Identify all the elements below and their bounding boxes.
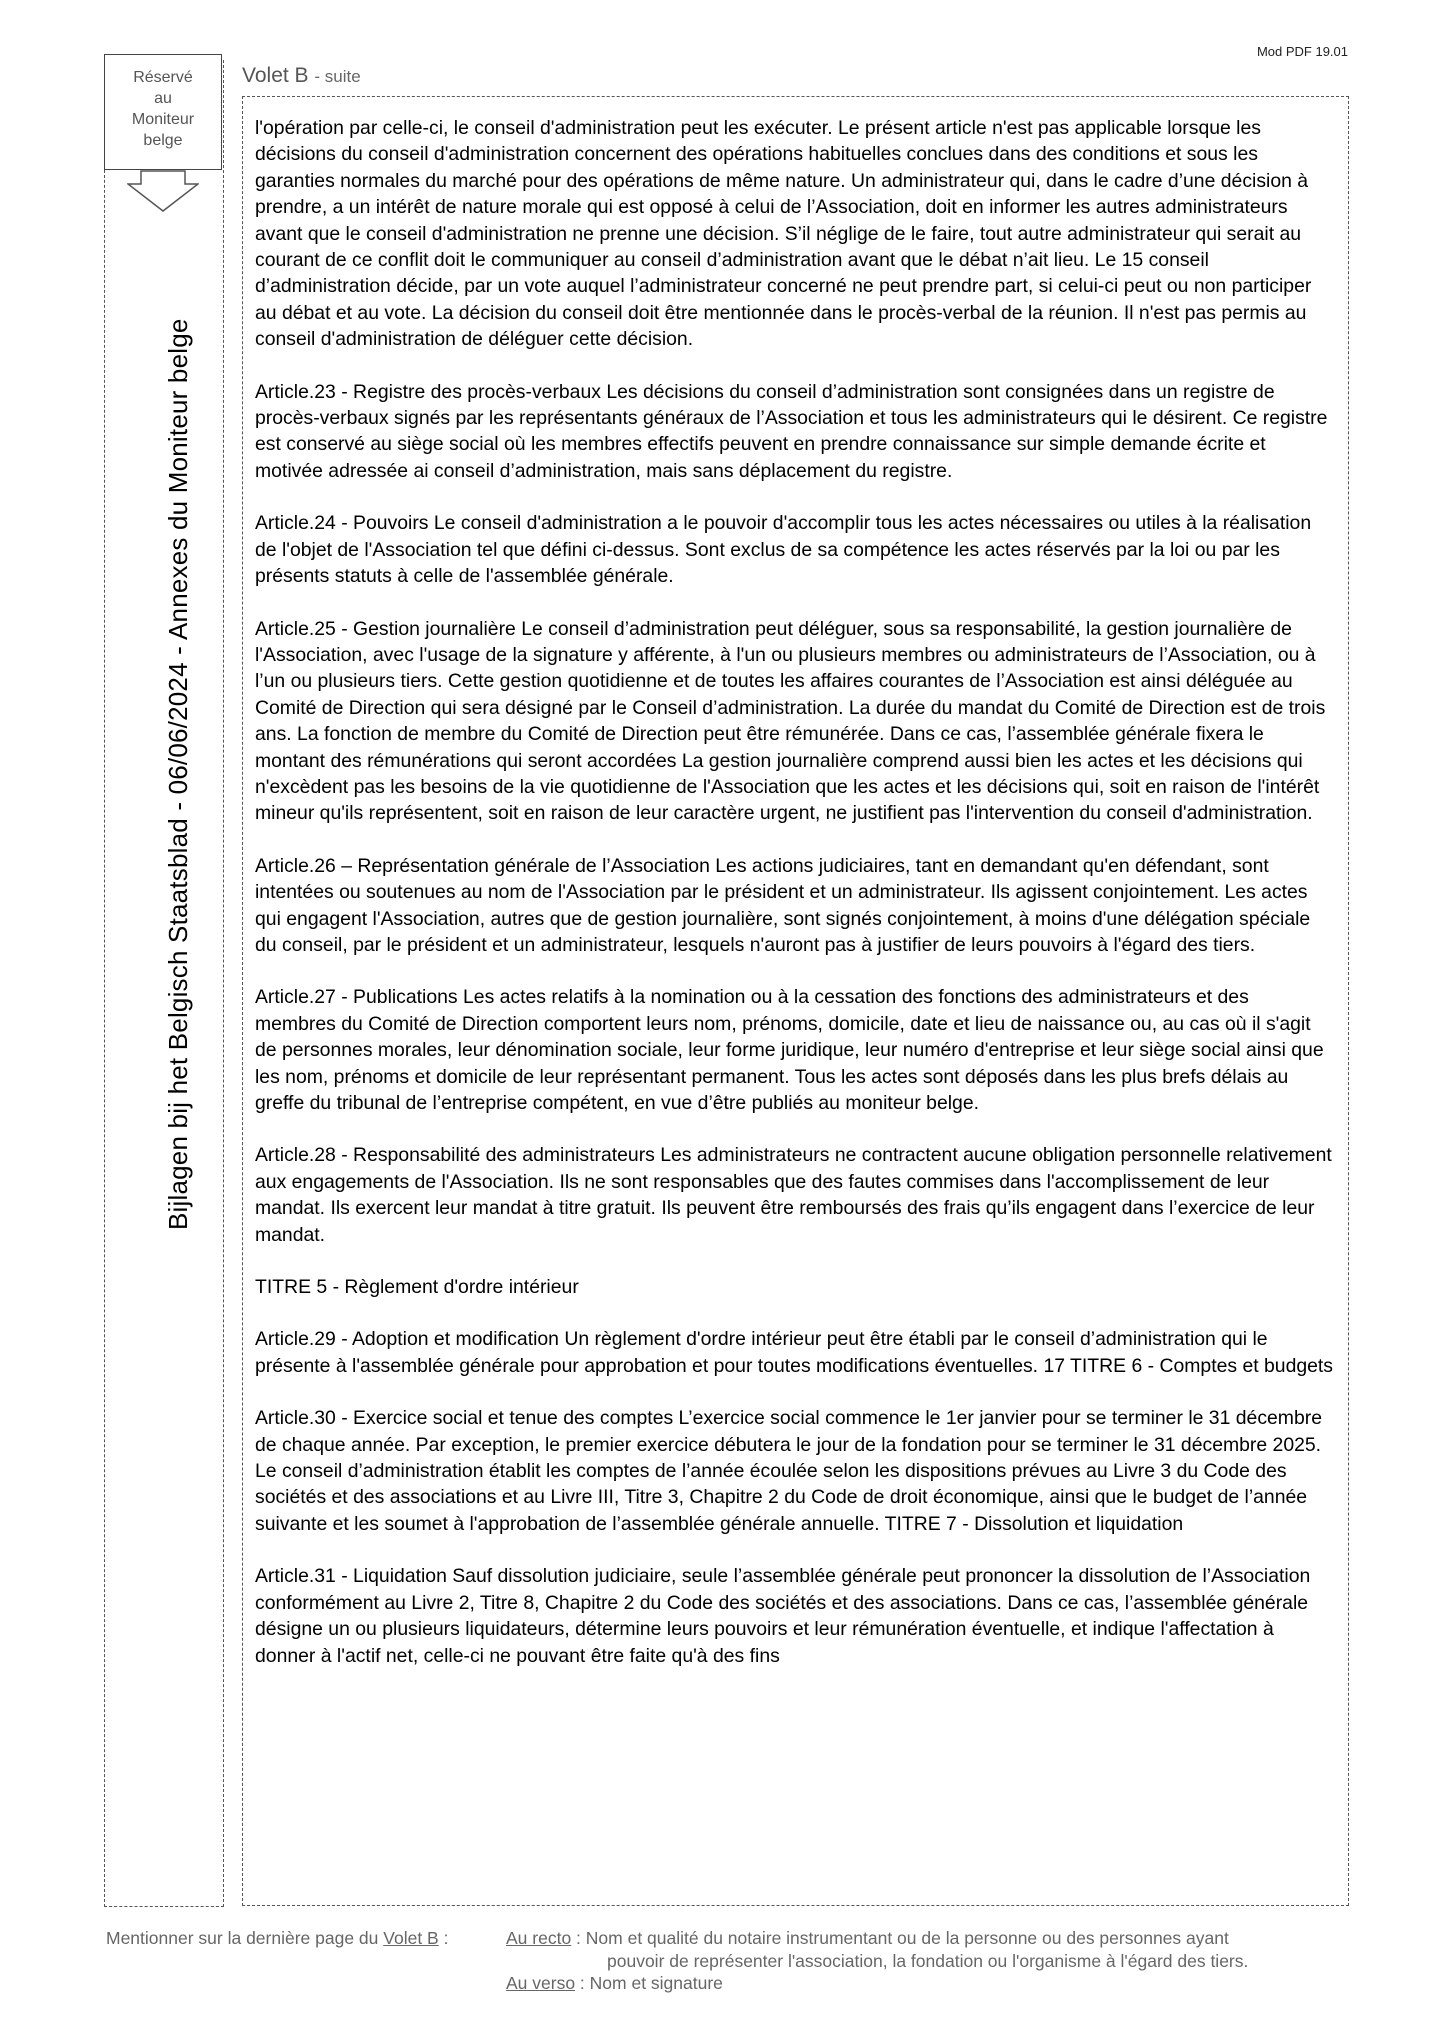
verso-text: : Nom et signature <box>575 1973 723 1993</box>
document-body <box>242 96 1349 1906</box>
body-paragraph: Article.25 - Gestion journalière Le conseil d’administration peut déléguer, sous sa responsabilité, la gestion journalière de l'Association, avec l'usage de la signature y afférente, à l'un ou plusieurs membres ou administrateurs de l’Association, ou à l’un ou plusieurs tiers. Cette gestion quotidienne et de toutes les affaires courantes de l’Association est ainsi déléguée au Comité de Direction qui sera désigné par le Conseil d’administration. La durée du mandat du Comité de Direction est de trois ans. La fonction de membre du Comité de Direction peut être rémunérée. Dans ce cas, l’assemblée générale fixera le montant des rémunérations qui seront accordées La gestion journalière comprend aussi bien les actes et les décisions qui n'excèdent pas les besoins de la vie quotidienne de l'Association que les actes et les décisions qui, soit en raison de l'intérêt mineur qu'ils représentent, soit en raison de leur caractère urgent, ne justifient pas l'intervention du conseil d'administration. <box>255 617 1326 825</box>
footer-mention-prefix: Mentionner sur la dernière page du <box>106 1928 384 1948</box>
footer-volet-link: Volet B <box>383 1928 439 1948</box>
mod-pdf-label: Mod PDF 19.01 <box>1256 44 1348 59</box>
body-paragraph: Article.28 - Responsabilité des administrateurs Les administrateurs ne contractent aucune obligation personnelle relativement aux engagements de l'Association. Ils ne sont responsables que des fautes commises dans l'accomplissement de leur mandat. Ils exercent leur mandat à titre gratuit. Ils peuvent être remboursés des frais qu’ils engagent dans l’exercice de leur mandat. <box>255 1144 1332 1246</box>
body-paragraph: Article.24 - Pouvoirs Le conseil d'administration a le pouvoir d'accomplir tous les actes nécessaires ou utiles à la réalisation de l'objet de l'Association tel que défini ci-dessus. Sont exclus de sa compétence les actes réservés par la loi ou par les présents statuts à celle de l'assemblée générale. <box>255 512 1312 588</box>
reserved-line: belge <box>143 132 183 149</box>
footer-verso <box>506 1972 723 1995</box>
body-paragraph: Article.31 - Liquidation Sauf dissolution judiciaire, seule l’assemblée générale peut prononcer la dissolution de l’Association conformément au Livre 2, Titre 8, Chapitre 2 du Code des sociétés et des associations. Dans ce cas, l’assemblée générale désigne un ou plusieurs liquidateurs, détermine leurs pouvoirs et leur rémunération éventuelle, et indique l'affectation à donner à l'actif net, celle-ci ne pouvant être faite qu'à des fins <box>255 1565 1311 1667</box>
reserved-line: Réservé <box>133 69 193 86</box>
recto-label: Au recto <box>506 1928 572 1948</box>
down-arrow-icon <box>127 170 199 212</box>
body-paragraph: Article.30 - Exercice social et tenue des comptes L’exercice social commence le 1er janvier pour se terminer le 31 décembre de chaque année. Par exception, le premier exercice débutera le jour de la fondation pour se terminer le 31 décembre 2025. Le conseil d’administration établit les comptes de l’année écoulée selon les dispositions prévues au Livre 3 du Code des sociétés et des associations et au Livre III, Titre 3, Chapitre 2 du Code de droit économique, ainsi que le budget de l’année suivante et les soumet à l'approbation de l’assemblée générale annuelle. TITRE 7 - Dissolution et liquidation <box>255 1407 1322 1535</box>
body-paragraph: Article.23 - Registre des procès-verbaux Les décisions du conseil d’administration sont consignées dans un registre de procès-verbaux signés par les représentants généraux de l’Association et tous les administrateurs qui le désirent. Ce registre est conservé au siège social où les membres effectifs peuvent en prendre connaissance sur simple demande écrite et motivée adressée ai conseil d’administration, mais sans déplacement du registre. <box>255 380 1328 482</box>
vertical-publication-text: Bijlagen bij het Belgisch Staatsblad - 06/06/2024 - Annexes du Moniteur belge <box>163 318 193 1230</box>
reserved-box <box>104 54 222 170</box>
body-paragraph: Article.27 - Publications Les actes relatifs à la nomination ou à la cessation des fonctions des administrateurs et des membres du Comité de Direction comportent leurs nom, prénoms, domicile, date et lieu de naissance ou, au cas où il s'agit de personnes morales, leur dénomination sociale, leur forme juridique, leur numéro d'entreprise et leur siège social ainsi que les nom, prénoms et domicile de leur représentant permanent. Tous les actes sont déposés dans les plus brefs délais au greffe du tribunal de l’entreprise compétent, en vue d’être publiés au moniteur belge. <box>255 986 1324 1114</box>
footer-mention <box>106 1927 448 1950</box>
footer-recto <box>506 1927 1229 1950</box>
section-title: TITRE 5 - Règlement d'ordre intérieur <box>255 1276 579 1299</box>
volet-title <box>242 64 361 88</box>
reserved-line: au <box>154 90 172 107</box>
body-paragraph: Article.26 – Représentation générale de l’Association Les actions judiciaires, tant en demandant qu'en défendant, sont intentées ou soutenues au nom de l'Association par le président et un administrateur. Ils agissent conjointement. Les actes qui engagent l'Association, autres que de gestion journalière, sont signés conjointement, à moins d'une délégation spéciale du conseil, par le président et un administrateur, lesquels n'auront pas à justifier de leurs pouvoirs à l'égard des tiers. <box>255 854 1311 956</box>
verso-label: Au verso <box>506 1973 576 1993</box>
body-paragraph: Article.29 - Adoption et modification Un règlement d'ordre intérieur peut être établi par le conseil d’administration qui le présente à l'assemblée générale pour approbation et pour toutes modifications éventuelles. 17 TITRE 6 - Comptes et budgets <box>255 1328 1334 1377</box>
volet-label: Volet B <box>242 64 309 87</box>
footer-mention-colon: : <box>438 1928 449 1948</box>
volet-suffix: - suite <box>314 67 361 86</box>
body-paragraph: l'opération par celle-ci, le conseil d'administration peut les exécuter. Le présent article n'est pas applicable lorsque les décisions du conseil d'administration concernent des opérations habituelles conclues dans des conditions et sous les garanties normales du marché pour des opérations de même nature. Un administrateur qui, dans le cadre d’une décision à prendre, a un intérêt de nature morale qui est opposé à celui de l’Association, doit en informer les autres administrateurs avant que le conseil d'administration ne prenne une décision. S’il néglige de le faire, tout autre administrateur qui serait au courant de ce conflit doit le communiquer au conseil d’administration avant que le débat n’ait lieu. Le 15 conseil d’administration décide, par un vote auquel l’administrateur concerné ne peut prendre part, si celui-ci peut ou non participer au débat et au vote. La décision du conseil doit être mentionnée dans le procès-verbal de la réunion. Il n'est pas permis au conseil d'administration de déléguer cette décision. <box>255 117 1312 351</box>
footer-recto-continued: pouvoir de représenter l'association, la fondation ou l'organisme à l'égard des tiers. <box>607 1950 1249 1971</box>
reserved-line: Moniteur <box>131 111 195 128</box>
recto-text: : Nom et qualité du notaire instrumentant ou de la personne ou des personnes ayant <box>571 1928 1229 1948</box>
